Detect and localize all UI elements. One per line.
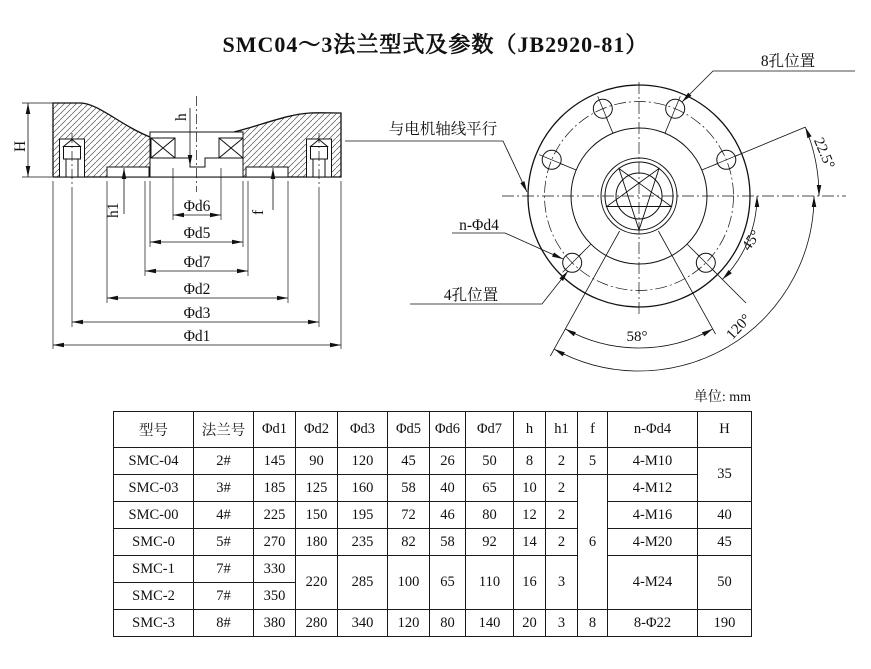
table-cell: 45 — [388, 448, 430, 475]
dim-label-d1: Φd1 — [183, 328, 211, 345]
dim-label-d6: Φd6 — [183, 198, 211, 215]
arc-120 — [554, 196, 814, 371]
table-cell: 2 — [546, 448, 578, 475]
table-cell: 92 — [466, 529, 514, 556]
col-header: Φd5 — [388, 412, 430, 448]
table-cell: 120 — [338, 448, 388, 475]
table-cell: 7# — [194, 583, 254, 610]
table-cell: 8 — [514, 448, 546, 475]
table-cell: 350 — [254, 583, 296, 610]
table-cell: 4-M20 — [608, 529, 698, 556]
table-cell: 4# — [194, 502, 254, 529]
table-cell: 380 — [254, 610, 296, 637]
table-cell: 285 — [338, 556, 388, 610]
table-cell: 12 — [514, 502, 546, 529]
table-cell: SMC-00 — [114, 502, 194, 529]
table-cell: SMC-1 — [114, 556, 194, 583]
table-cell: SMC-0 — [114, 529, 194, 556]
dim-label-h: h — [173, 113, 190, 121]
col-header: Φd3 — [338, 412, 388, 448]
table-cell: 72 — [388, 502, 430, 529]
table-cell: 6 — [578, 475, 608, 610]
table-cell: 270 — [254, 529, 296, 556]
dim-label-h1: h1 — [105, 202, 122, 218]
table-row — [114, 610, 752, 637]
table-header-row — [114, 412, 752, 448]
table-cell: 14 — [514, 529, 546, 556]
table-cell: 110 — [466, 556, 514, 610]
table-cell: 40 — [430, 475, 466, 502]
table-cell: 220 — [296, 556, 338, 610]
table-cell: 50 — [698, 556, 752, 610]
dim-label-d2: Φd2 — [183, 281, 211, 298]
table-cell: 16 — [514, 556, 546, 610]
table-cell: SMC-04 — [114, 448, 194, 475]
label-parallel-to-motor-axis: 与电机轴线平行 — [388, 121, 498, 138]
dim-label-f: f — [250, 209, 267, 215]
col-header: f — [578, 412, 608, 448]
col-header: 法兰号 — [194, 412, 254, 448]
table-cell: 160 — [338, 475, 388, 502]
table-row — [114, 475, 752, 502]
table-cell: 26 — [430, 448, 466, 475]
col-header: Φd7 — [466, 412, 514, 448]
table-cell: 20 — [514, 610, 546, 637]
table-cell: 190 — [698, 610, 752, 637]
flange-parameter-table — [113, 411, 752, 637]
angle-label-58: 58° — [626, 329, 648, 345]
col-header: h1 — [546, 412, 578, 448]
table-cell: SMC-03 — [114, 475, 194, 502]
table-cell: 4-M16 — [608, 502, 698, 529]
table-cell: 195 — [338, 502, 388, 529]
col-header: h — [514, 412, 546, 448]
table-cell: 80 — [466, 502, 514, 529]
table-cell: SMC-3 — [114, 610, 194, 637]
dim-label-H: H — [12, 140, 29, 152]
table-cell: 3 — [546, 610, 578, 637]
label-n-d4: n-Φd4 — [459, 217, 499, 234]
table-cell: 330 — [254, 556, 296, 583]
table-cell: 120 — [388, 610, 430, 637]
table-cell: 2# — [194, 448, 254, 475]
table-cell: 150 — [296, 502, 338, 529]
table-cell: 4-M12 — [608, 475, 698, 502]
table-row — [114, 502, 752, 529]
table-cell: 65 — [430, 556, 466, 610]
col-header: 型号 — [114, 412, 194, 448]
table-cell: 40 — [698, 502, 752, 529]
table-cell: 280 — [296, 610, 338, 637]
table-cell: 8 — [578, 610, 608, 637]
left-recess — [107, 167, 149, 177]
angle-label-120: 120° — [723, 311, 755, 344]
table-row — [114, 448, 752, 475]
right-front-view — [345, 52, 855, 371]
table-cell: 8-Φ22 — [608, 610, 698, 637]
left-section-view — [12, 96, 341, 349]
table-cell: 125 — [296, 475, 338, 502]
table-cell: 2 — [546, 475, 578, 502]
table-cell: 145 — [254, 448, 296, 475]
table-cell: 45 — [698, 529, 752, 556]
table-cell: 2 — [546, 502, 578, 529]
dim-label-d3: Φd3 — [183, 305, 211, 322]
table-cell: 50 — [466, 448, 514, 475]
table-cell: 140 — [466, 610, 514, 637]
leader-8-hole — [682, 71, 855, 102]
col-header: Φd2 — [296, 412, 338, 448]
table-cell: 58 — [430, 529, 466, 556]
table-cell: 65 — [466, 475, 514, 502]
unit-label: 单位: mm — [693, 390, 751, 405]
table-cell: 340 — [338, 610, 388, 637]
table-cell: 3 — [546, 556, 578, 610]
angle-label-45: 45° — [739, 227, 765, 254]
col-header: H — [698, 412, 752, 448]
table-cell: 7# — [194, 556, 254, 583]
table-cell: SMC-2 — [114, 583, 194, 610]
leader-parallel — [345, 141, 527, 192]
page-title: SMC04～3法兰型式及参数（JB2920-81） — [222, 32, 649, 57]
angle-58-right-leg — [658, 231, 715, 334]
table-cell: 82 — [388, 529, 430, 556]
table-cell: 10 — [514, 475, 546, 502]
table-cell: 90 — [296, 448, 338, 475]
table-cell: 5# — [194, 529, 254, 556]
table-cell: 2 — [546, 529, 578, 556]
label-4-hole-position: 4孔位置 — [443, 287, 499, 304]
table-cell: 185 — [254, 475, 296, 502]
table-cell: 3# — [194, 475, 254, 502]
table-cell: 180 — [296, 529, 338, 556]
table-cell: 4-M24 — [608, 556, 698, 610]
table-cell: 46 — [430, 502, 466, 529]
table-cell: 35 — [698, 448, 752, 502]
dim-label-d5: Φd5 — [183, 225, 211, 242]
label-8-hole-position: 8孔位置 — [760, 53, 816, 70]
dim-label-d7: Φd7 — [183, 254, 211, 271]
col-header: Φd6 — [430, 412, 466, 448]
table-cell: 58 — [388, 475, 430, 502]
arc-22-5 — [805, 127, 819, 196]
table-cell: 235 — [338, 529, 388, 556]
col-header: Φd1 — [254, 412, 296, 448]
table-row — [114, 529, 752, 556]
angle-label-22-5: 22.5° — [810, 135, 838, 172]
table-cell: 225 — [254, 502, 296, 529]
table-cell: 100 — [388, 556, 430, 610]
col-header: n-Φd4 — [608, 412, 698, 448]
table-row — [114, 556, 752, 583]
table-cell: 5 — [578, 448, 608, 475]
table-cell: 4-M10 — [608, 448, 698, 475]
table-cell: 8# — [194, 610, 254, 637]
leader-n-d4 — [452, 233, 563, 259]
table-cell: 80 — [430, 610, 466, 637]
right-recess — [246, 167, 288, 177]
